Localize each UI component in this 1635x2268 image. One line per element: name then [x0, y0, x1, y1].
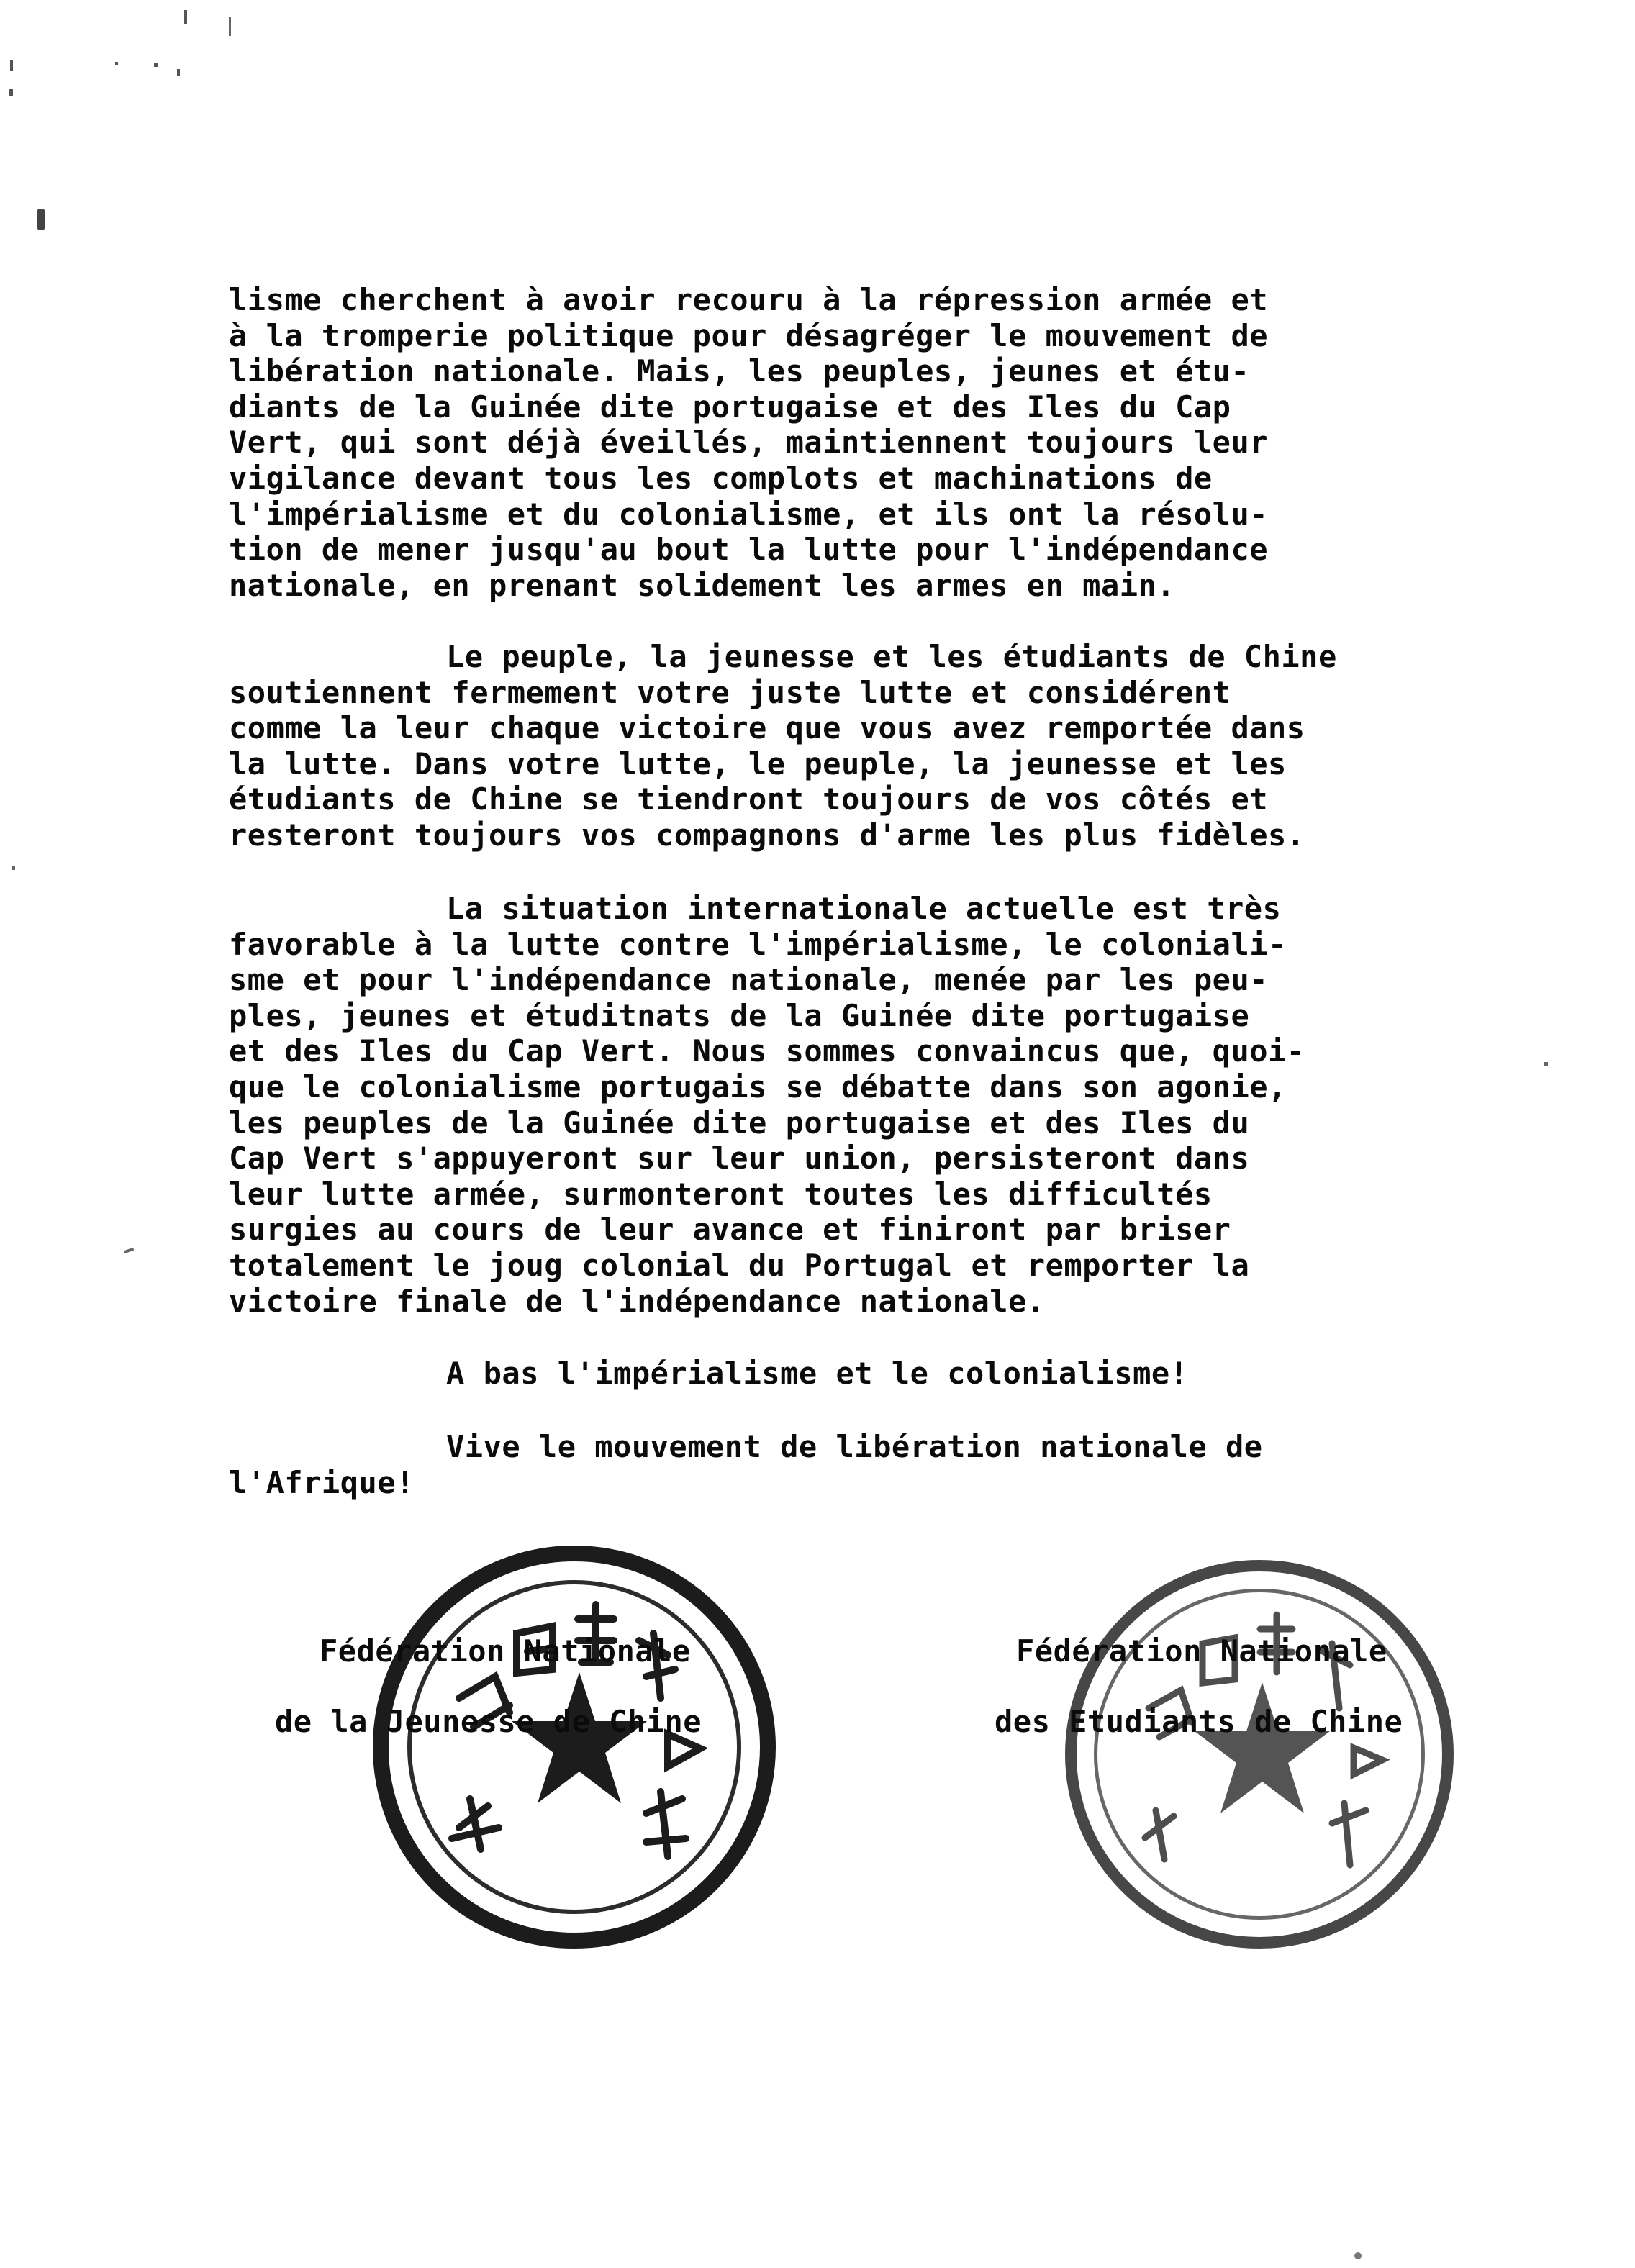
text-line: diants de la Guinée dite portugaise et des Iles du Cap	[229, 389, 1231, 425]
text-line: la lutte. Dans votre lutte, le peuple, la jeunesse et les	[229, 745, 1287, 781]
text-line: et des Iles du Cap Vert. Nous sommes convaincus que, quoi-	[229, 1033, 1305, 1069]
text-line: tion de mener jusqu'au bout la lutte pour l'indépendance	[229, 532, 1269, 568]
paragraph-2	[229, 639, 1495, 853]
text-line: à la tromperie politique pour désagréger le mouvement de	[229, 317, 1269, 353]
text-line: l'impérialisme et du colonialisme, et ils ont la résolu-	[229, 496, 1269, 532]
text-line: Vert, qui sont déjà éveillés, maintiennent toujours leur	[229, 425, 1269, 461]
text-line: favorable à la lutte contre l'impérialisme, le coloniali-	[229, 926, 1287, 962]
scan-speckle	[12, 866, 15, 870]
text-line: que le colonialisme portugais se débatte dans son agonie,	[229, 1069, 1287, 1104]
left-seal	[373, 1546, 776, 1949]
paragraph-1	[229, 282, 1495, 603]
text-line: libération nationale. Mais, les peuples, jeunes et étu-	[229, 353, 1250, 389]
slogan-2	[229, 1429, 1495, 1500]
text-line: comme la leur chaque victoire que vous avez remportée dans	[229, 710, 1305, 746]
scan-speckle	[37, 209, 45, 230]
scan-speckle	[1354, 2252, 1362, 2259]
scan-speckle	[124, 1248, 135, 1254]
text-line: Vive le mouvement de libération nationale de	[446, 1429, 1263, 1464]
text-line: Le peuple, la jeunesse et les étudiants de Chine	[446, 639, 1337, 674]
text-line: vigilance devant tous les complots et machinations de	[229, 460, 1213, 496]
text-line: Cap Vert s'appuyeront sur leur union, persisteront dans	[229, 1140, 1250, 1176]
scan-speckle	[1544, 1062, 1548, 1066]
text-line: La situation internationale actuelle est très	[446, 891, 1282, 926]
text-line: soutiennent fermement votre juste lutte et considérent	[229, 674, 1231, 710]
scan-speckle	[154, 63, 158, 67]
scan-speckle	[177, 69, 180, 76]
scan-speckle	[115, 62, 118, 65]
slogan-1	[229, 1356, 1495, 1392]
left-signature-line-2: de la Jeunesse de Chine	[275, 1704, 702, 1739]
text-line: nationale, en prenant solidement les armes en main.	[229, 567, 1176, 603]
scan-speckle	[9, 89, 13, 96]
right-signature-line-1: Fédération Nationale	[1016, 1633, 1387, 1669]
left-signature-line-1: Fédération Nationale	[320, 1633, 691, 1669]
paragraph-3	[229, 891, 1495, 1319]
text-line: ples, jeunes et étuditnats de la Guinée dite portugaise	[229, 997, 1250, 1033]
text-line: surgies au cours de leur avance et finiront par briser	[229, 1212, 1231, 1248]
scan-speckle	[184, 10, 187, 24]
scan-speckle	[229, 17, 231, 36]
text-line: totalement le joug colonial du Portugal et remporter la	[229, 1247, 1250, 1283]
text-line: les peuples de la Guinée dite portugaise et des Iles du	[229, 1104, 1250, 1140]
text-line: resteront toujours vos compagnons d'arme les plus fidèles.	[229, 817, 1305, 853]
text-line: l'Afrique!	[229, 1464, 415, 1500]
right-signature-line-2: des Etudiants de Chine	[995, 1704, 1403, 1739]
text-line: étudiants de Chine se tiendront toujours de vos côtés et	[229, 781, 1269, 817]
text-line: victoire finale de l'indépendance nationale.	[229, 1283, 1046, 1319]
right-seal	[1065, 1560, 1454, 1949]
text-line: A bas l'impérialisme et le colonialisme!	[446, 1356, 1189, 1391]
scan-speckle	[10, 60, 13, 71]
text-line: lisme cherchent à avoir recouru à la répression armée et	[229, 282, 1269, 317]
text-line: leur lutte armée, surmonteront toutes les difficultés	[229, 1176, 1213, 1212]
text-line: sme et pour l'indépendance nationale, menée par les peu-	[229, 962, 1269, 998]
